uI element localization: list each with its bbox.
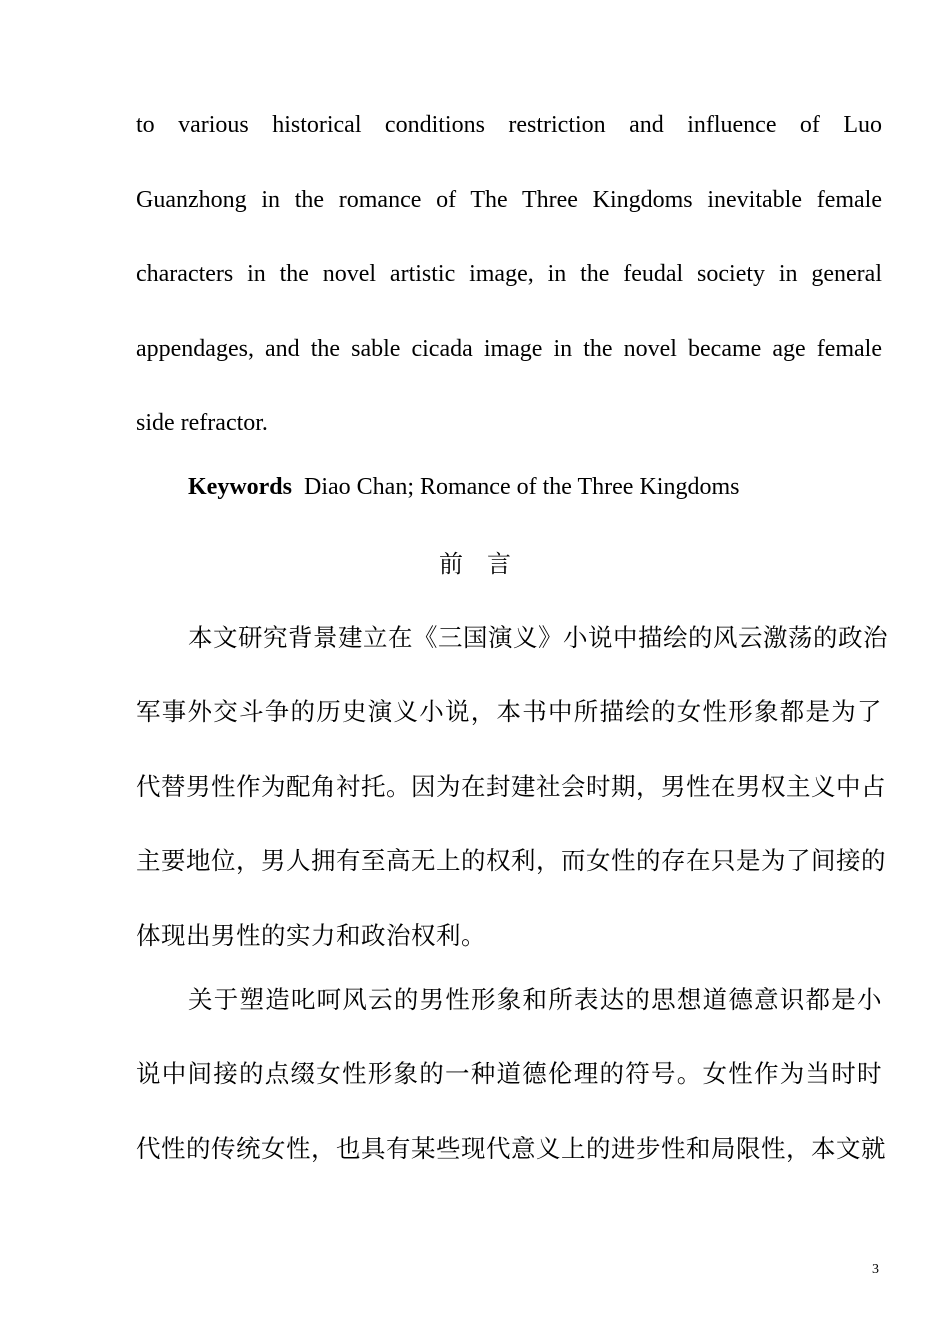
abstract-line: appendages, and the sable cicada image in the novel became age female [136, 336, 882, 362]
paragraph-line: 军事外交斗争的历史演义小说，本书中所描绘的女性形象都是为了 [136, 699, 882, 726]
paragraph-line: 关于塑造叱呵风云的男性形象和所表达的思想道德意识都是小 [188, 987, 882, 1014]
paragraph-line: 体现出男性的实力和政治权利。 [136, 923, 486, 950]
keywords-text: Diao Chan; Romance of the Three Kingdoms [304, 474, 740, 500]
keywords-label: Keywords [188, 474, 292, 500]
paragraph-line: 本文研究背景建立在《三国演义》小说中描绘的风云激荡的政治 [188, 625, 888, 652]
paragraph-line: 说中间接的点缀女性形象的一种道德伦理的符号。女性作为当时时 [136, 1061, 882, 1088]
paragraph-line: 主要地位，男人拥有至高无上的权利，而女性的存在只是为了间接的 [136, 848, 886, 875]
abstract-line: side refractor. [136, 410, 268, 436]
paragraph-line: 代性的传统女性，也具有某些现代意义上的进步性和局限性，本文就 [136, 1136, 886, 1163]
abstract-line: characters in the novel artistic image, in the feudal society in general [136, 261, 882, 287]
abstract-line: to various historical conditions restriction and influence of Luo [136, 112, 882, 138]
page-number: 3 [872, 1262, 879, 1277]
paragraph-line: 代替男性作为配角衬托。因为在封建社会时期，男性在男权主义中占 [136, 774, 886, 801]
keywords [188, 472, 882, 502]
section-heading: 前言 [439, 552, 535, 578]
abstract-line: Guanzhong in the romance of The Three Kingdoms inevitable female [136, 187, 882, 213]
